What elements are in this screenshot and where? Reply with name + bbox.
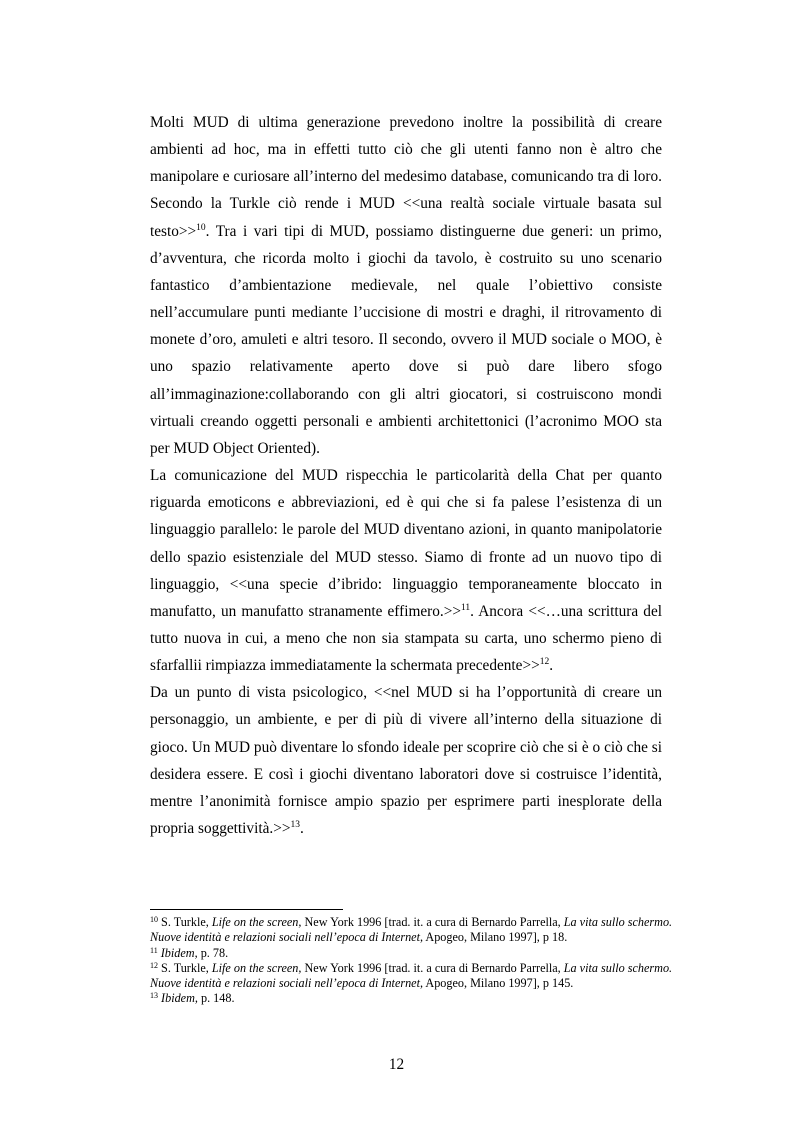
body-paragraph xyxy=(150,462,662,679)
text-run: p. 148. xyxy=(197,991,235,1006)
text-run: . xyxy=(549,657,554,675)
footnote-number: 13 xyxy=(150,991,158,1001)
italic-title: La vita sullo schermo. Nuove identità e relazioni sociali nell’epoca di Internet, xyxy=(150,915,673,945)
text-run: New York 1996 [trad. it. a cura di Bernardo Parrella, xyxy=(301,960,564,975)
text-run: Da un punto di vista psicologico, <<nel MUD si ha l’opportunità di creare un personaggio, un ambiente, e per di più di vivere all’interno della situazione di gioco. Un MUD può diventare lo sfondo ideale per scoprire ciò che si è o ciò che si desidera essere. E così i giochi diventano laboratori dove si costruisce l’identità, mentre l’anonimità fornisce ampio spazio per esprimere parti inesplorate della propria soggettività.>> xyxy=(150,684,662,838)
italic-title: Life on the screen, xyxy=(211,915,302,929)
footnote xyxy=(150,915,682,946)
footnote-reference: 12 xyxy=(539,657,550,668)
text-run: S. Turkle, xyxy=(158,960,212,975)
body-paragraph xyxy=(150,109,662,462)
footnote-reference: 10 xyxy=(196,222,206,233)
text-run: . Tra i vari tipi di MUD, possiamo distinguerne due generi: un primo, d’avventura, che ricorda molto i giochi da tavolo, è costruito su uno scenario fantastico d’ambientazione medievale, nel quale l’obiettivo consiste nell’accumulare punti mediante l’uccisione di mostri e draghi, il ritrovamento di monete d’oro, amuleti e altri tesoro. Il secondo, ovvero il MUD sociale o MOO, è uno spazio relativamente aperto dove si può dare libero sfogo all’immaginazione:collaborando con gli altri giocatori, si costruiscono mondi virtuali creando oggetti personali e ambienti architettonici (l’acronimo MOO sta per MUD Object Oriented). xyxy=(150,222,662,457)
text-run: New York 1996 [trad. it. a cura di Bernardo Parrella, xyxy=(301,915,564,929)
italic-title: Ibidem, xyxy=(160,945,198,960)
text-run: Apogeo, Milano 1997], p 145. xyxy=(423,976,574,991)
footnote-separator xyxy=(150,909,343,910)
footnote xyxy=(150,991,682,1006)
text-run: . Ancora <<…una scrittura del tutto nuova in cui, a meno che non sia stampata su carta, uno schermo pieno di sfarfallii rimpiazza immediatamente la schermata precedente>> xyxy=(150,602,662,675)
body-text xyxy=(150,109,662,842)
text-run: La comunicazione del MUD rispecchia le particolarità della Chat per quanto riguarda emoticons e abbreviazioni, ed è qui che si fa palese l’esistenza di un linguaggio parallelo: le parole del MUD diventano azioni, in quanto manipolatorie dello spazio esistenziale del MUD stesso. Siamo di fronte ad un nuovo tipo di linguaggio, <<una specie d’ibrido: linguaggio temporaneamente bloccato in manufatto, un manufatto stranamente effimero.>> xyxy=(150,467,662,620)
footnote-number: 10 xyxy=(150,915,158,924)
footnote-reference: 11 xyxy=(460,602,471,613)
italic-title: Ibidem, xyxy=(161,991,198,1006)
text-run: Molti MUD di ultima generazione prevedono inoltre la possibilità di creare ambienti ad hoc, ma in effetti tutto ciò che gli utenti fanno non è altro che manipolare e curiosare all’interno del medesimo database, comunicando tra di loro. Secondo la Turkle ciò rende i MUD <<una realtà sociale virtuale basata sul testo>> xyxy=(150,114,662,240)
italic-title: Life on the screen, xyxy=(211,960,302,975)
footnote xyxy=(150,961,682,992)
footnote-reference: 13 xyxy=(290,820,300,831)
text-run: . xyxy=(299,820,304,838)
text-run: S. Turkle, xyxy=(158,915,212,929)
footnotes xyxy=(150,915,682,1007)
footnote xyxy=(150,946,682,961)
italic-title: La vita sullo schermo. Nuove identità e relazioni sociali nell’epoca di Internet, xyxy=(150,960,673,991)
page-number: 12 xyxy=(388,1056,405,1073)
footnote-number: 12 xyxy=(150,960,158,970)
footnote-number: 11 xyxy=(150,945,158,955)
text-run: Apogeo, Milano 1997], p 18. xyxy=(423,930,568,945)
body-paragraph xyxy=(150,679,662,842)
text-run: p. 78. xyxy=(197,945,229,960)
